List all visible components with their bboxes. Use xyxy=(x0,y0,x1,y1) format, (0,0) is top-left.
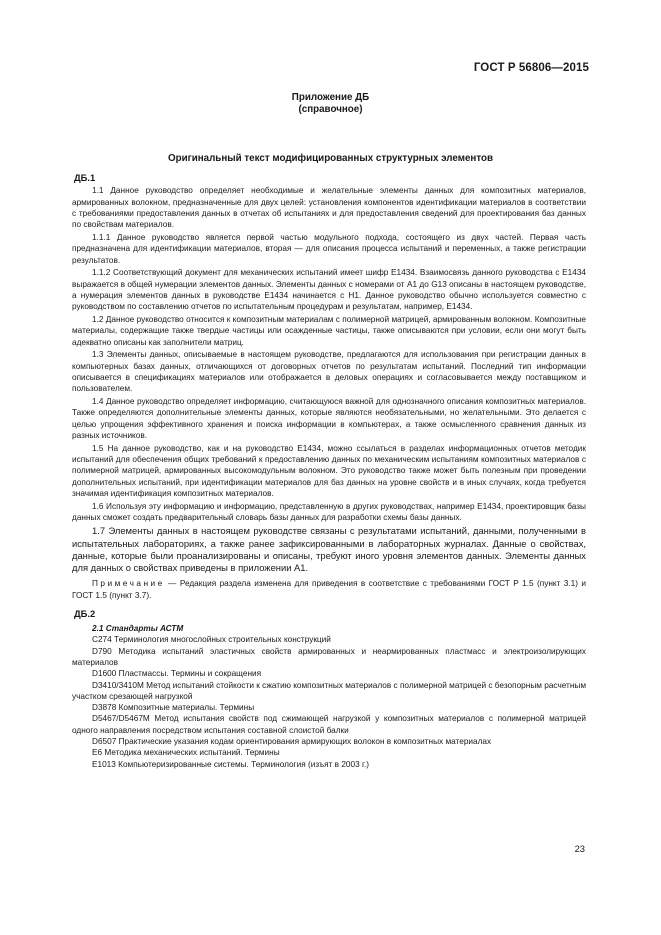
note xyxy=(72,578,586,601)
note-text: — Редакция раздела изменена для приведения в соответствие с требованиями ГОСТ Р 1.5 (пункт 3.1) и ГОСТ 1.5 (пункт 3.7). xyxy=(72,579,586,600)
reference-item: D5467/D5467M Метод испытания свойств под сжимающей нагрузкой у композитных материалов с полимерной матрицей одного направления посредством испытания составной слоистой балки xyxy=(72,714,586,735)
section-heading: Оригинальный текст модифицированных структурных элементов xyxy=(167,153,494,164)
reference-item: D790 Методика испытаний эластичных свойств армированных и неармированных пластмасс и электроизолирующих материалов xyxy=(72,646,586,667)
reference-item: E6 Методика механических испытаний. Термины xyxy=(92,748,280,758)
appendix-type: (справочное) xyxy=(298,104,363,115)
note-label: Примечание xyxy=(92,579,165,589)
standard-code: ГОСТ Р 56806—2015 xyxy=(473,62,589,74)
reference-item: D3410/3410M Метод испытаний стойкости к сжатию композитных материалов с полимерной матрицей с безопорным расчетным участком срезающей нагрузкой xyxy=(72,680,586,701)
page-number: 23 xyxy=(574,843,585,854)
paragraph-1-3: 1.3 Элементы данных, описываемые в настоящем руководстве, предлагаются для использования при регистрации данных в компьютерных базах данных, отличающихся от договорных отчетов по результатам испытаний. Последний тип информации описывается в спецификациях материалов или отображается в деловых операциях и согласовывается между поставщиком и пользователем. xyxy=(72,350,586,394)
subsection-number: 2.1 xyxy=(92,624,104,634)
reference-item: D3878 Композитные материалы. Термины xyxy=(92,703,255,713)
appendix-title: Приложение ДБ xyxy=(291,92,370,103)
paragraph-1-6: 1.6 Используя эту информацию и информацию, представленную в других руководствах, например E1434, проектировщик базы данных сможет создать предварительный словарь базы данных для разработки схемы базы данных. xyxy=(72,501,586,523)
appendix-header xyxy=(0,92,661,116)
paragraph-1-2: 1.2 Данное руководство относится к композитным материалам с полимерной матрицей, армированным волокном. Композитные материалы, содержащие также твердые частицы или осажденные частицы, также описываются при условии, если они могут быть адекватно описаны как заполнители матриц. xyxy=(72,315,586,347)
paragraph-1-4: 1.4 Данное руководство определяет информацию, считающуюся важной для однозначного описания композитных материалов. Также определяются дополнительные элементы данных, которые являются необязательными, но желательными. Это делается с целью упрощения эффективного хранения и поиска информации в компьютерах, а также осмысленного сравнения данных из разных источников. xyxy=(72,397,586,441)
reference-item: D6507 Практические указания кодам ориентирования армирующих волокон в композитных материалах xyxy=(92,737,492,747)
reference-item: C274 Терминология многослойных строительных конструкций xyxy=(92,635,331,645)
reference-item: E1013 Компьютеризированные системы. Терминология (изъят в 2003 г.) xyxy=(92,759,370,769)
subsection-title: Стандарты АСТМ xyxy=(105,624,184,634)
paragraph-1-1-1: 1.1.1 Данное руководство является первой частью модульного подхода, состоящего из двух частей. Первая часть предназначена для идентификации материалов, вторая — для описания процесса испытаний и переменных, а также регистрации результатов. xyxy=(72,232,586,265)
subsection-heading xyxy=(72,623,586,634)
section-label-db1: ДБ.1 xyxy=(74,172,96,183)
paragraph-1-1-2: 1.1.2 Соответствующий документ для механических испытаний имеет шифр E1434. Взаимосвязь данного руководства с E1434 выражается в общей нумерации элементов данных. Элементы данных с номерами от A1 до G13 описаны в настоящем руководстве, а нумерация элементов данных в руководстве E1434 начинается с H1. Данное руководство обычно используется совместно с руководством по составлению отчетов по испытательным процедурам и результатам, например, E1434. xyxy=(72,268,586,312)
reference-item: D1600 Пластмассы. Термины и сокращения xyxy=(92,669,262,679)
document-body xyxy=(72,172,586,770)
paragraph-1-5: 1.5 На данное руководство, как и на руководство E1434, можно ссылаться в разделах информационных отчетов методик испытаний для обеспечения общих требований к предоставлению данных по механическим испытаниям композитных материалов с полимерной матрицей, армированных высокомодульным волокном. Это руководство также может быть полезным при проведении дополнительных испытаний, при идентификации материалов для баз данных на уровне свойств и в иных случаях, когда требуется значимая идентификация композитных материалов. xyxy=(72,443,586,499)
section-label-db2: ДБ.2 xyxy=(74,607,96,619)
paragraph-1-7: 1.7 Элементы данных в настоящем руководстве связаны с результатами испытаний, данными, полученными в испытательных лабораториях, а также ранее зафиксированными в лабораторных журналах. Данные о свойствах, данные, которые были проанализированы и описаны, требуют иного уровня элементов данных. Элементы данных для данных о свойствах приведены в приложении A1. xyxy=(72,525,586,574)
paragraph-1-1: 1.1 Данное руководство определяет необходимые и желательные элементы данных для композитных материалов, армированных волокном, предназначенные для двух целей: установления компонентов идентификации материалов в соответствии с требованиями предоставления данных в отчетах об испытаниях и для предоставления сведений для проектирования баз данных по свойствам материалов. xyxy=(72,186,586,230)
